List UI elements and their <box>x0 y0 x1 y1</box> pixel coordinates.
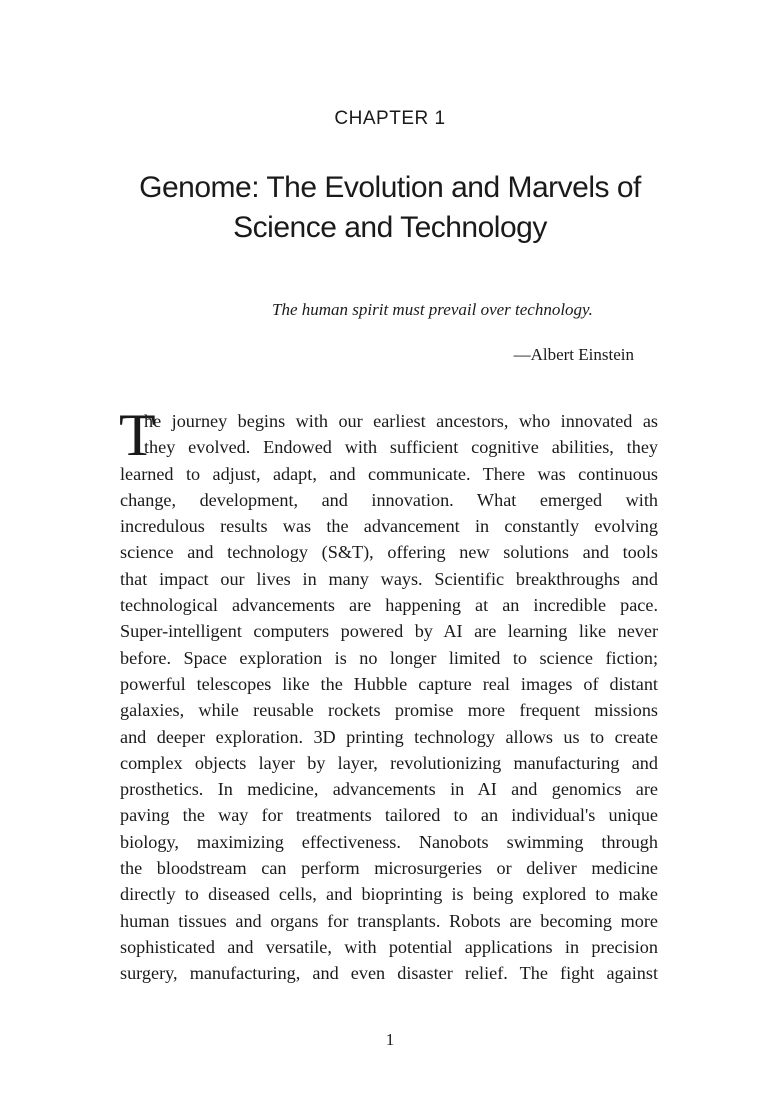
body-paragraph <box>119 402 658 987</box>
text-line: human tissues and organs for transplants. Robots are becoming more <box>120 910 658 931</box>
page-number: 1 <box>385 1030 395 1049</box>
text-line: before. Space exploration is no longer limited to science fiction; <box>120 647 658 668</box>
drop-cap: T <box>119 402 156 468</box>
text-line: incredulous results was the advancement in constantly evolving <box>120 516 658 537</box>
text-line: galaxies, while reusable rockets promise more frequent missions <box>120 700 658 721</box>
text-line: technological advancements are happening at an incredible pace. <box>120 595 658 616</box>
epigraph-attribution: —Albert Einstein <box>513 345 634 364</box>
text-line: learned to adjust, adapt, and communicate. There was continuous <box>120 463 658 484</box>
text-line: he journey begins with our earliest ancestors, who innovated as <box>144 411 658 431</box>
text-line: Super-intelligent computers powered by AI are learning like never <box>120 621 658 642</box>
epigraph-quote: The human spirit must prevail over technology. <box>272 300 593 319</box>
text-line: sophisticated and versatile, with potential applications in precision <box>120 936 658 957</box>
text-line: complex objects layer by layer, revolutionizing manufacturing and <box>120 752 658 773</box>
text-line: directly to diseased cells, and bioprinting is being explored to make <box>120 884 658 905</box>
text-line: science and technology (S&T), offering new solutions and tools <box>120 542 658 563</box>
text-line: prosthetics. In medicine, advancements in AI and genomics are <box>120 779 658 800</box>
chapter-title <box>0 168 780 248</box>
text-line: and deeper exploration. 3D printing technology allows us to create <box>120 726 658 747</box>
text-line: biology, maximizing effectiveness. Nanobots swimming through <box>120 831 658 852</box>
text-line: change, development, and innovation. What emerged with <box>120 489 658 510</box>
chapter-label: CHAPTER 1 <box>334 108 446 129</box>
text-line: surgery, manufacturing, and even disaster relief. The fight against <box>120 963 658 984</box>
text-line: they evolved. Endowed with sufficient cognitive abilities, they <box>144 437 658 458</box>
text-line: paving the way for treatments tailored to an individual's unique <box>120 805 658 826</box>
text-line: the bloodstream can perform microsurgeries or deliver medicine <box>120 858 658 879</box>
text-line: powerful telescopes like the Hubble capture real images of distant <box>120 673 658 694</box>
chapter-title-line: Genome: The Evolution and Marvels of <box>139 171 641 204</box>
text-line: that impact our lives in many ways. Scientific breakthroughs and <box>120 568 658 589</box>
chapter-title-line: Science and Technology <box>233 211 547 244</box>
